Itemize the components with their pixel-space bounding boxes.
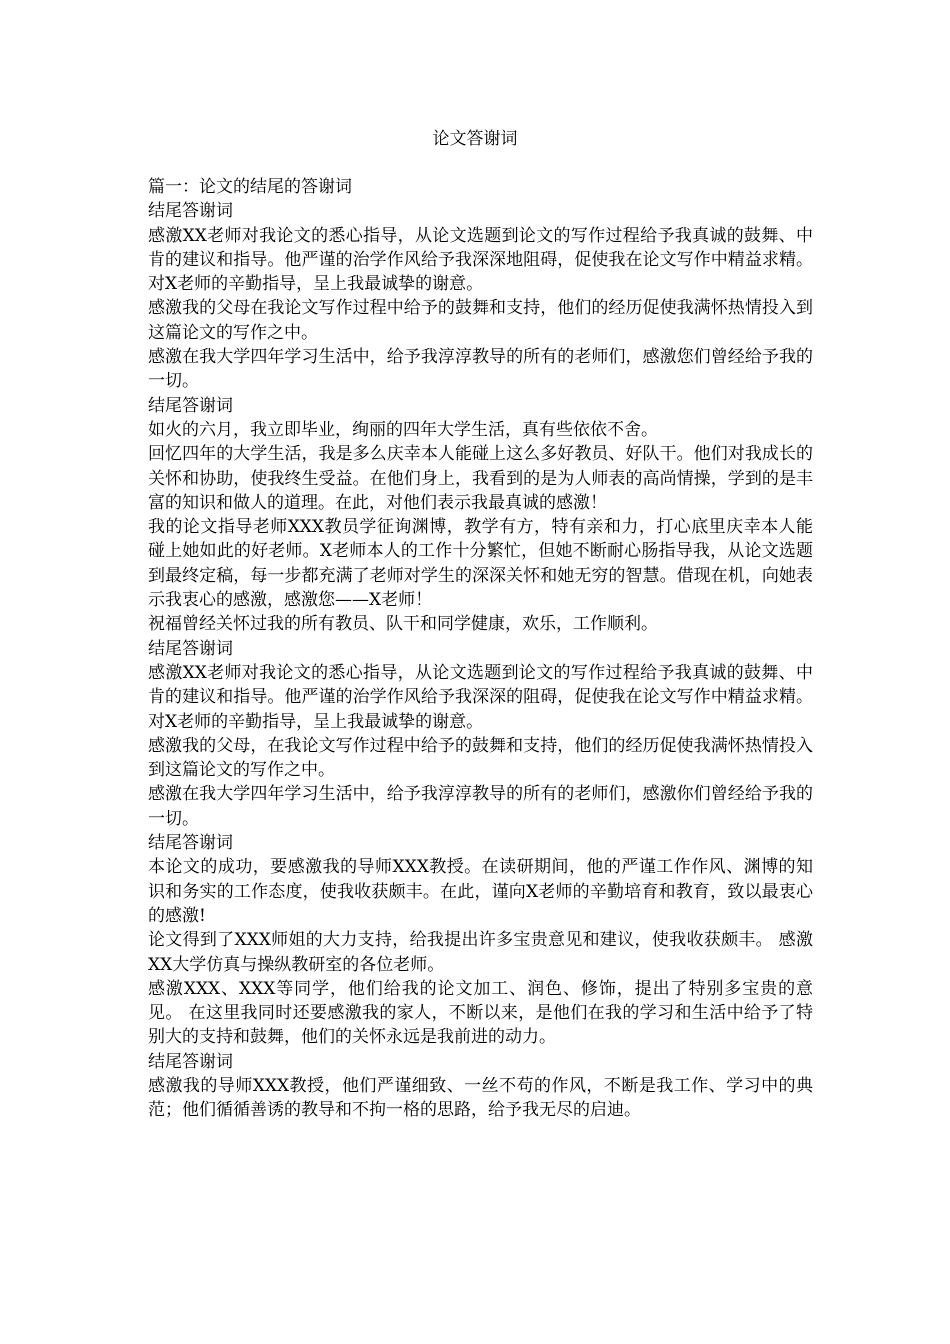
subheading: 结尾答谢词 — [148, 201, 233, 222]
document-title: 论文答谢词 — [432, 129, 518, 149]
paragraph: 如火的六月，我立即毕业，绚丽的四年大学生活，真有些依依不舍。 — [148, 419, 658, 440]
paragraph: 本论文的成功，要感激我的导师XXX教授。在读研期间，他的严谨工作作风、渊博的知识和务实的工作态度，使我收获颇丰。在此，谨向X老师的辛勤培育和教育，致以最衷心的感激! — [148, 857, 813, 926]
subheading: 结尾答谢词 — [148, 833, 233, 854]
paragraph: 感激我的父母在我论文写作过程中给予的鼓舞和支持，他们的经历促使我满怀热情投入到这篇论文的写作之中。 — [148, 298, 813, 343]
paragraph: 我的论文指导老师XXX教员学征询渊博，教学有方，特有亲和力，打心底里庆幸本人能碰上她如此的好老师。X老师本人的工作十分繁忙，但她不断耐心肠指导我，从论文选题到最终定稿，每一步都充满了老师对学生的深深关怀和她无穷的智慧。借现在机，向她表示我衷心的感激，感激您——X老师！ — [148, 517, 813, 611]
subheading: 结尾答谢词 — [148, 395, 233, 416]
paragraph: 祝福曾经关怀过我的所有教员、队干和同学健康，欢乐，工作顺利。 — [148, 614, 658, 635]
document-body — [148, 175, 813, 1123]
paragraph: 感激XX老师对我论文的悉心指导，从论文选题到论文的写作过程给予我真诚的鼓舞、中肯的建议和指导。他严谨的治学作风给予我深深地阻碍，促使我在论文写作中精益求精。对X老师的辛勤指导，呈上我最诚挚的谢意。 — [148, 225, 813, 295]
paragraph: 感激我的导师XXX教授，他们严谨细致、一丝不苟的作风，不断是我工作、学习中的典范；他们循循善诱的教导和不拘一格的思路，给予我无尽的启迪。 — [148, 1075, 813, 1121]
subheading: 结尾答谢词 — [148, 638, 233, 659]
paragraph: 感激XX老师对我论文的悉心指导，从论文选题到论文的写作过程给予我真诚的鼓舞、中肯的建议和指导。他严谨的治学作风给予我深深的阻碍，促使我在论文写作中精益求精。对X老师的辛勤指导，呈上我最诚挚的谢意。 — [148, 662, 813, 732]
section-heading: 篇一：论文的结尾的答谢词 — [148, 177, 352, 197]
paragraph: 论文得到了XXX师姐的大力支持，给我提出许多宝贵意见和建议，使我收获颇丰。 感激XX大学仿真与操纵教研室的各位老师。 — [148, 930, 813, 975]
paragraph: 感激我的父母，在我论文写作过程中给予的鼓舞和支持，他们的经历促使我满怀热情投入到这篇论文的写作之中。 — [148, 735, 813, 781]
paragraph: 回忆四年的大学生活，我是多么庆幸本人能碰上这么多好教员、好队干。他们对我成长的关怀和协助，使我终生受益。在他们身上，我看到的是为人师表的高尚情操，学到的是丰富的知识和做人的道理。在此，对他们表示我最真诚的感激！ — [148, 444, 813, 513]
paragraph: 感激XXX、XXX等同学，他们给我的论文加工、润色、修饰，提出了特别多宝贵的意见。 在这里我同时还要感激我的家人，不断以来，是他们在我的学习和生活中给予了特别大的支持和鼓舞，他们的关怀永远是我前进的动力。 — [148, 978, 813, 1048]
subheading: 结尾答谢词 — [148, 1051, 233, 1072]
paragraph: 感激在我大学四年学习生活中，给予我淳淳教导的所有的老师们，感激您们曾经给予我的一切。 — [148, 347, 813, 392]
paragraph: 感激在我大学四年学习生活中，给予我淳淳教导的所有的老师们，感激你们曾经给予我的一切。 — [148, 784, 813, 829]
